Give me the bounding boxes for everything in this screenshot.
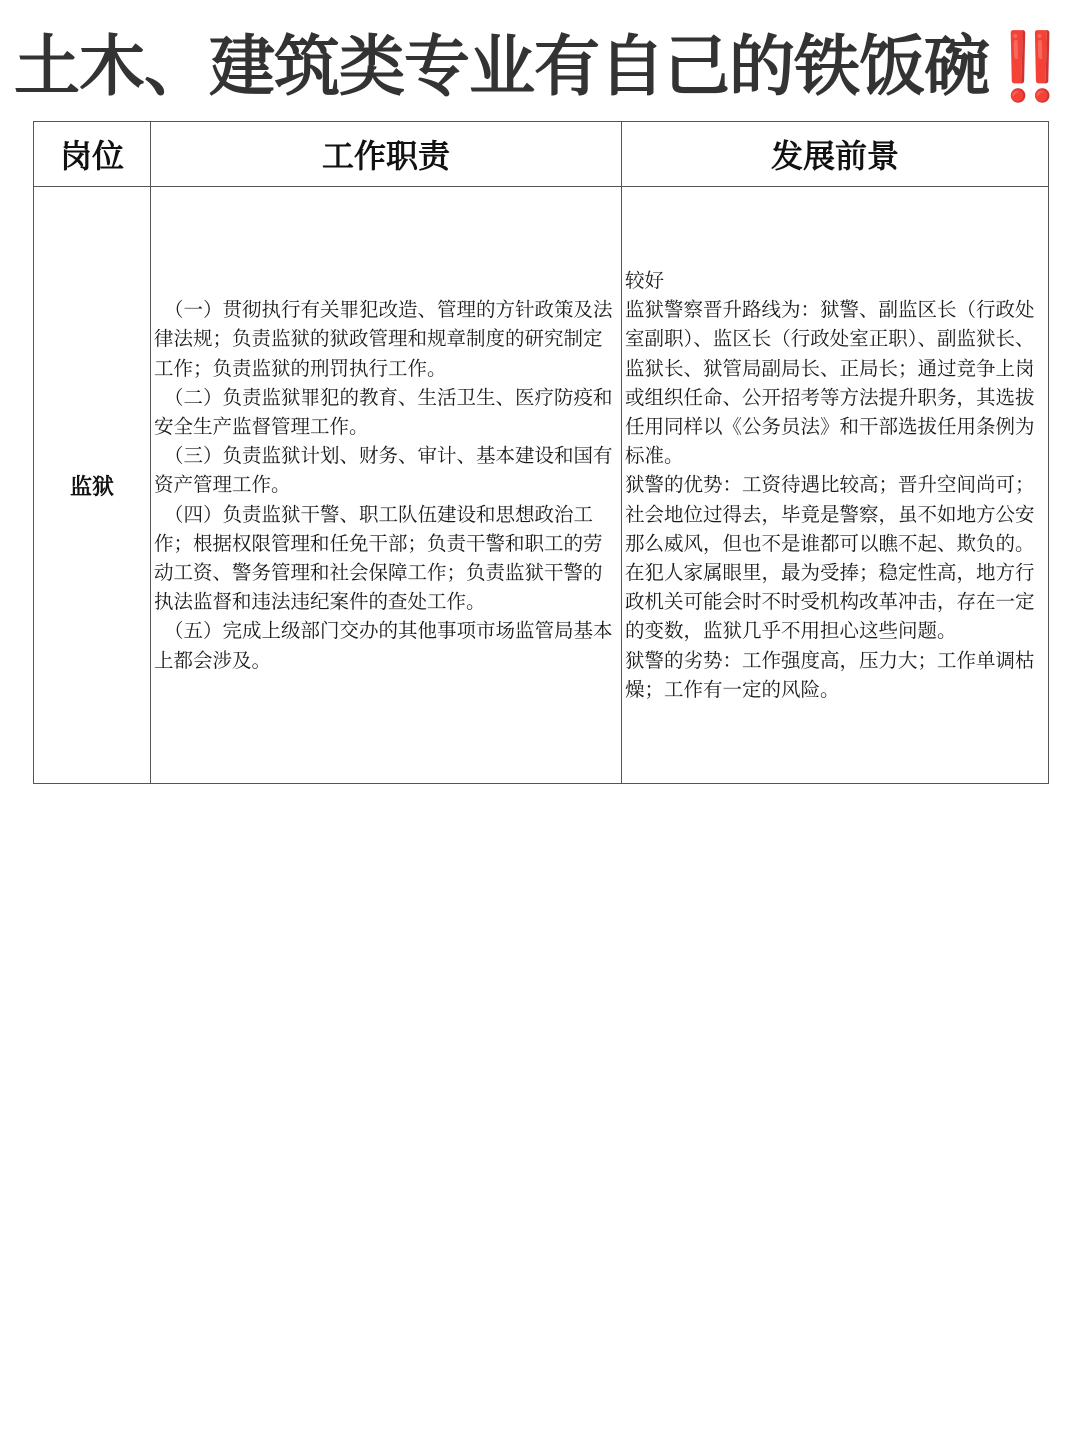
- header-duties: 工作职责: [151, 122, 622, 187]
- duties-cell: [151, 187, 622, 784]
- table-row: [34, 187, 1049, 784]
- page-title-text: 土木、建筑类专业有自己的铁饭碗: [14, 28, 989, 105]
- prospect-advantages: 狱警的优势：工资待遇比较高；晋升空间尚可；社会地位过得去，毕竟是警察，虽不如地方公安那么威风，但也不是谁都可以瞧不起、欺负的。在犯人家属眼里，最为受捧；稳定性高，地方行政机关可能会时不时受机构改革冲击，存在一定的变数，监狱几乎不用担心这些问题。: [625, 473, 1035, 643]
- duty-item-2: （二）负责监狱罪犯的教育、生活卫生、医疗防疫和安全生产监督管理工作。: [154, 385, 613, 438]
- page-title: [14, 22, 1070, 112]
- duty-item-1: （一）贯彻执行有关罪犯改造、管理的方针政策及法律法规；负责监狱的狱政管理和规章制度的研究制定工作；负责监狱的刑罚执行工作。: [154, 298, 613, 380]
- duties-text: [151, 295, 621, 675]
- duty-item-3: （三）负责监狱计划、财务、审计、基本建设和国有资产管理工作。: [154, 444, 613, 497]
- duty-item-5: （五）完成上级部门交办的其他事项市场监管局基本上都会涉及。: [154, 619, 613, 672]
- header-position: 岗位: [34, 122, 151, 187]
- duty-item-4: （四）负责监狱干警、职工队伍建设和思想政治工作；根据权限管理和任免干部；负责干警和职工的劳动工资、警务管理和社会保障工作；负责监狱干警的执法监督和违法违纪案件的查处工作。: [154, 502, 603, 614]
- table-header-row: [34, 122, 1049, 187]
- prospects-cell: [622, 187, 1049, 784]
- prospect-rating: 较好: [625, 268, 665, 292]
- double-exclamation-icon: ‼️: [989, 28, 1071, 105]
- prospects-text: [622, 266, 1048, 704]
- header-prospects: 发展前景: [622, 122, 1049, 187]
- position-cell: 监狱: [34, 187, 151, 784]
- job-table: [33, 121, 1049, 784]
- prospect-disadvantages: 狱警的劣势：工作强度高，压力大；工作单调枯燥；工作有一定的风险。: [625, 648, 1035, 701]
- prospect-promotion-path: 监狱警察晋升路线为：狱警、副监区长（行政处室副职）、监区长（行政处室正职）、副监狱长、监狱长、狱管局副局长、正局长；通过竞争上岗或组织任命、公开招考等方法提升职务，其选拔任用同样以《公务员法》和干部选拔任用条例为标准。: [625, 298, 1035, 468]
